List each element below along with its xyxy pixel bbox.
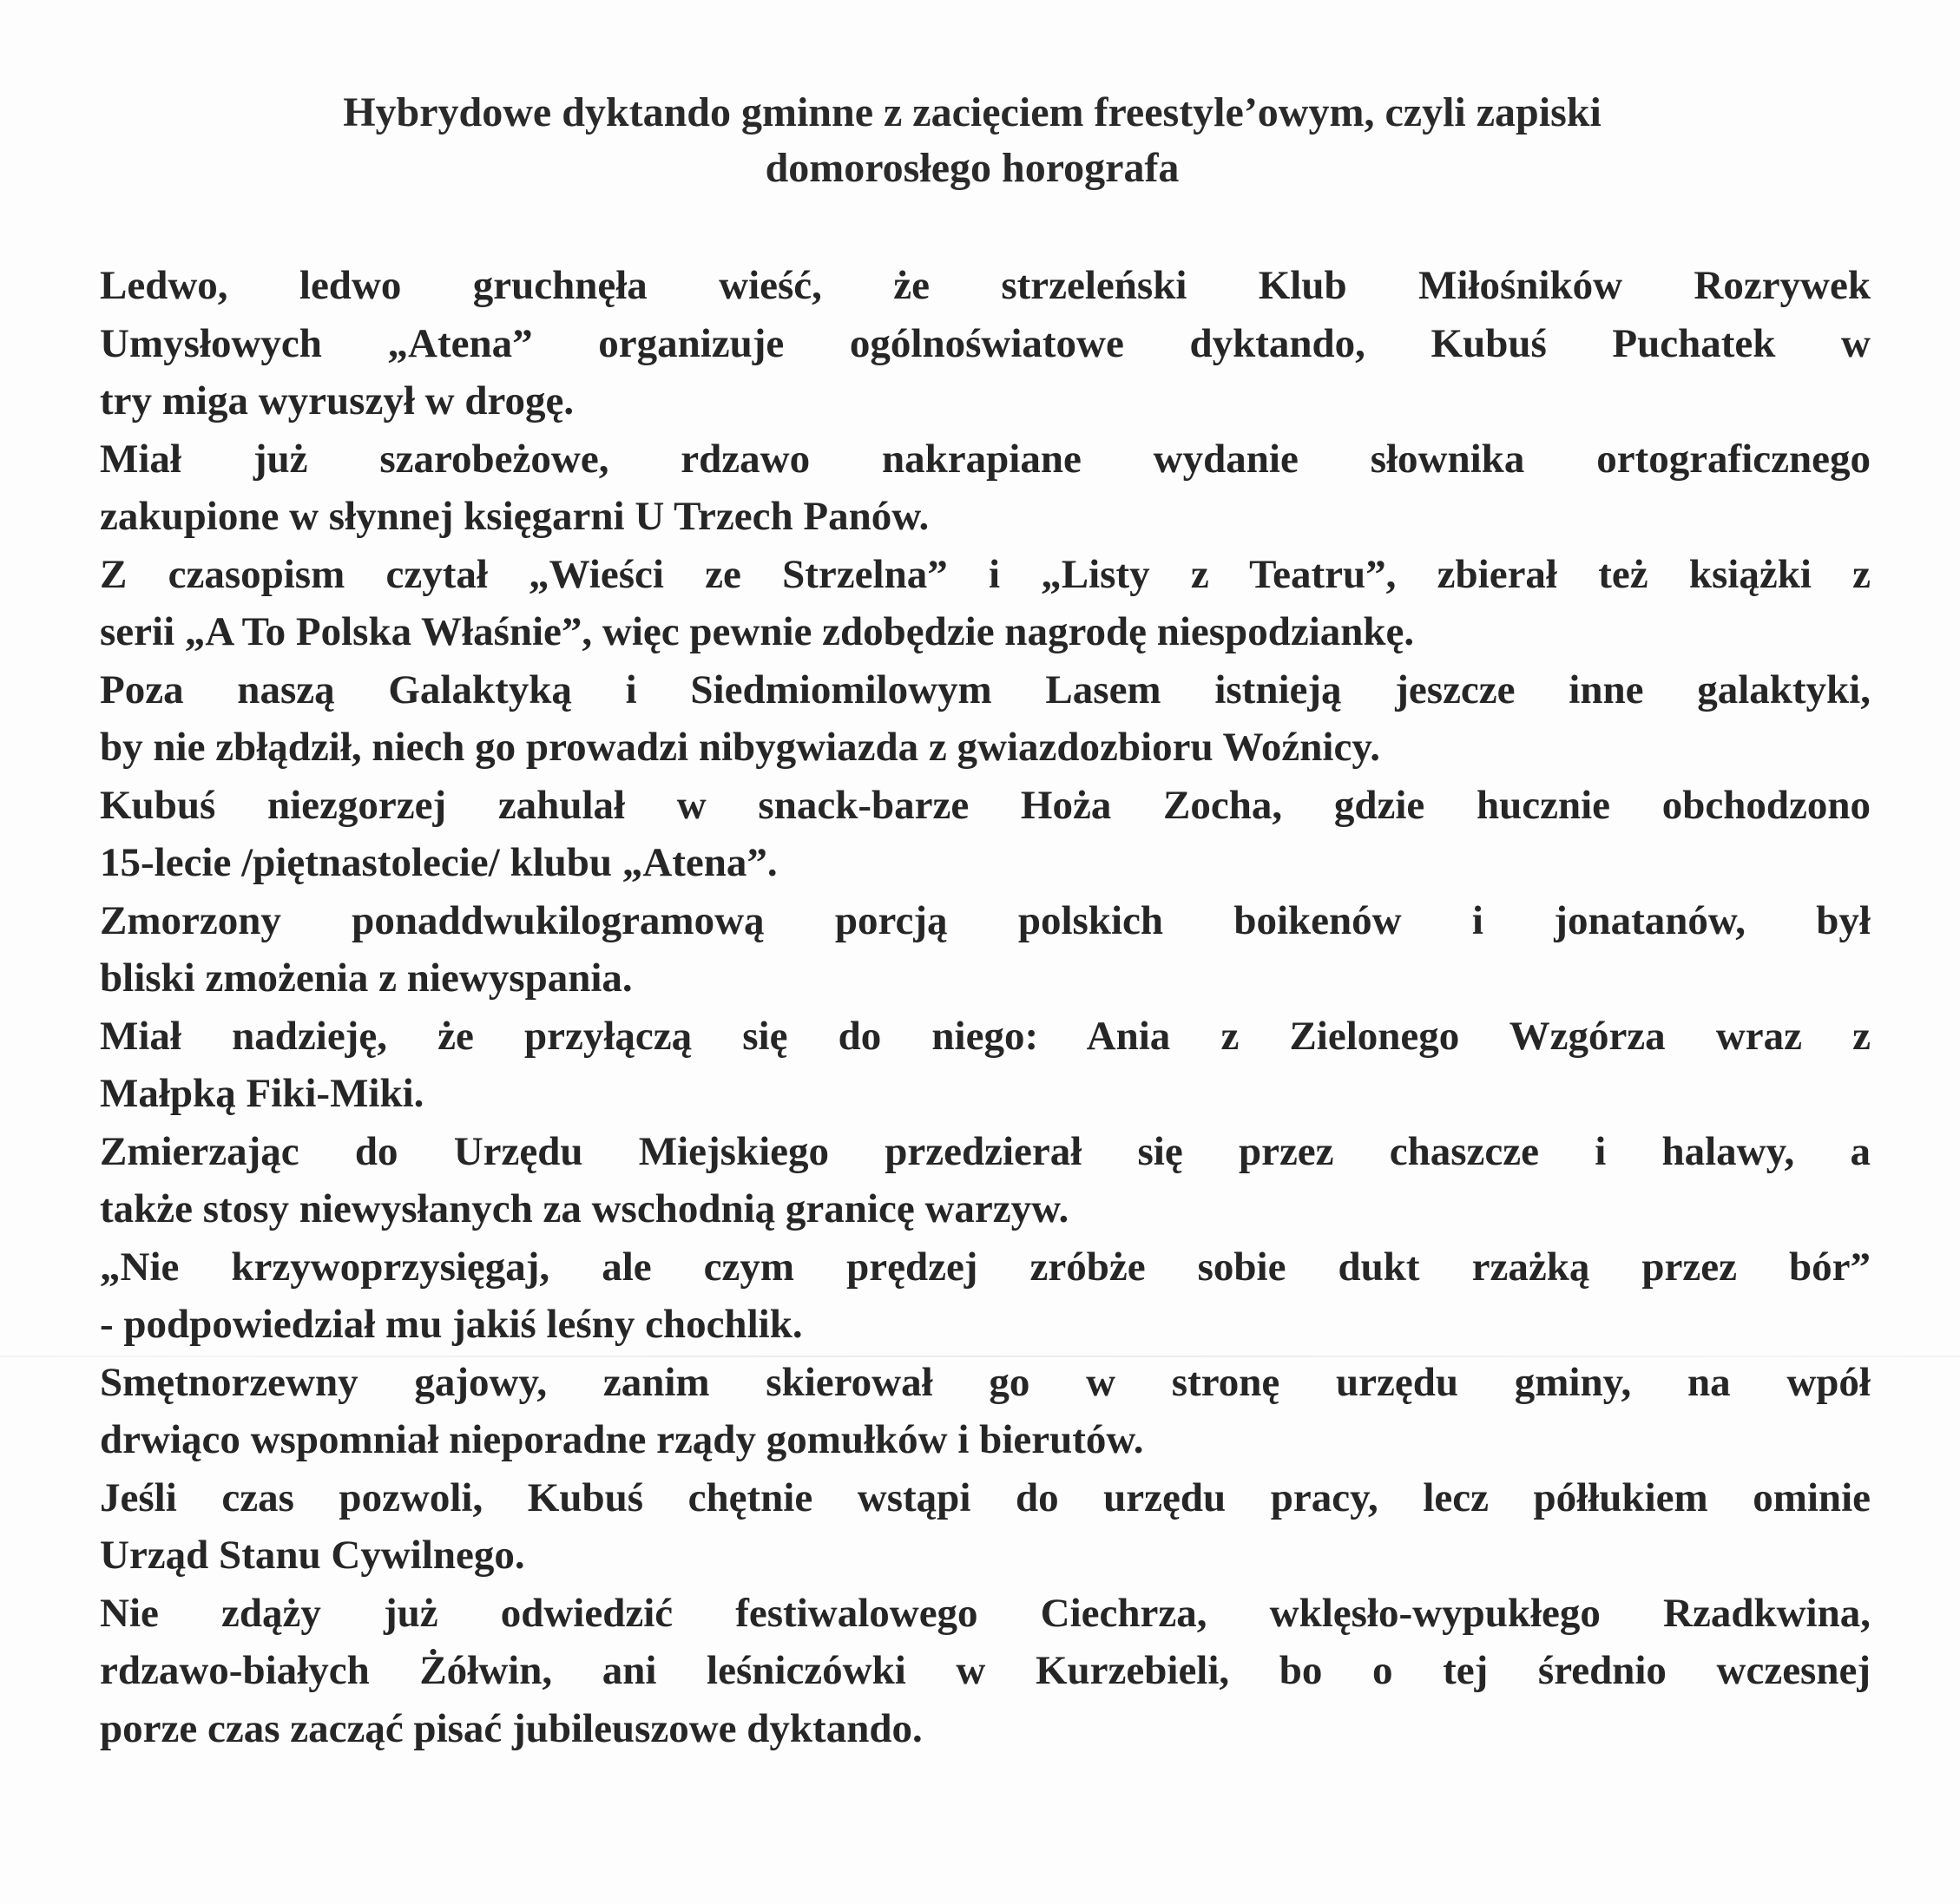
paragraph-1 [100,257,1871,430]
text-line: Z czasopism czytał „Wieści ze Strzelna” i „Listy z Teatru”, zbierał też książki z [100,551,1871,597]
paragraph-2 [100,430,1871,546]
text-line: Nie zdąży już odwiedzić festiwalowego Ciechrza, wklęsło-wypukłego Rzadkwina, [100,1590,1871,1636]
text-line: Zmorzony ponaddwukilogramową porcją polskich boikenów i jonatanów, był [100,897,1871,943]
paragraph-5 [100,777,1871,892]
paragraph-8 [100,1123,1871,1238]
text-line: porze czas zacząć pisać jubileuszowe dyktando. [100,1705,923,1751]
text-line: Poza naszą Galaktyką i Siedmiomilowym Lasem istnieją jeszcze inne galaktyki, [100,666,1871,712]
paragraph-9 [100,1238,1871,1354]
text-line: drwiąco wspomniał nieporadne rządy gomułków i bierutów. [100,1417,1144,1462]
paragraph-12 [100,1585,1871,1758]
document-body [100,257,1871,1757]
text-line: Ledwo, ledwo gruchnęła wieść, że strzeleński Klub Miłośników Rozrywek [100,263,1871,308]
paragraph-4 [100,661,1871,777]
text-line: Małpką Fiki-Miki. [100,1071,424,1116]
text-line: Zmierzając do Urzędu Miejskiego przedzierał się przez chaszcze i halawy, a [100,1128,1871,1174]
text-line: także stosy niewysłanych za wschodnią granicę warzyw. [100,1186,1069,1231]
text-line: rdzawo-białych Żółwin, ani leśniczówki w Kurzebieli, bo o tej średnio wczesnej [100,1648,1871,1693]
title-line-1: Hybrydowe dyktando gminne z zacięciem freestyle’owym, czyli zapiski [343,89,1602,135]
text-line: zakupione w słynnej księgarni U Trzech Panów. [100,494,930,539]
text-line: Smętnorzewny gajowy, zanim skierował go w stronę urzędu gminy, na wpół [100,1359,1871,1405]
text-line: „Nie krzywoprzysięgaj, ale czym prędzej zróbże sobie dukt rzażką przez bór” [100,1244,1871,1290]
paragraph-6 [100,892,1871,1008]
paragraph-10 [100,1354,1871,1469]
text-line: Urząd Stanu Cywilnego. [100,1533,525,1578]
text-line: try miga wyruszył w drogę. [100,378,575,423]
text-line: bliski zmożenia z niewyspania. [100,955,633,1001]
text-line: Miał już szarobeżowe, rdzawo nakrapiane wydanie słownika ortograficznego [100,436,1871,482]
text-line: serii „A To Polska Właśnie”, więc pewnie zdobędzie nagrodę niespodziankę. [100,609,1415,654]
text-line: by nie zbłądził, niech go prowadzi nibygwiazda z gwiazdozbioru Woźnicy. [100,725,1380,770]
text-line: Umysłowych „Atena” organizuje ogólnoświatowe dyktando, Kubuś Puchatek w [100,320,1871,366]
text-line: Kubuś niezgorzej zahulał w snack-barze Hoża Zocha, gdzie hucznie obchodzono [100,782,1871,828]
paragraph-11 [100,1469,1871,1585]
text-line: - podpowiedział mu jakiś leśny chochlik. [100,1302,803,1347]
document-title [148,85,1797,196]
paragraph-3 [100,546,1871,661]
text-line: Miał nadzieję, że przyłączą się do niego: Ania z Zielonego Wzgórza wraz z [100,1013,1871,1059]
text-line: Jeśli czas pozwoli, Kubuś chętnie wstąpi do urzędu pracy, lecz półłukiem ominie [100,1474,1871,1520]
text-line: 15-lecie /piętnastolecie/ klubu „Atena”. [100,840,778,885]
paragraph-7 [100,1008,1871,1123]
title-line-2: domorosłego horografa [765,145,1180,191]
